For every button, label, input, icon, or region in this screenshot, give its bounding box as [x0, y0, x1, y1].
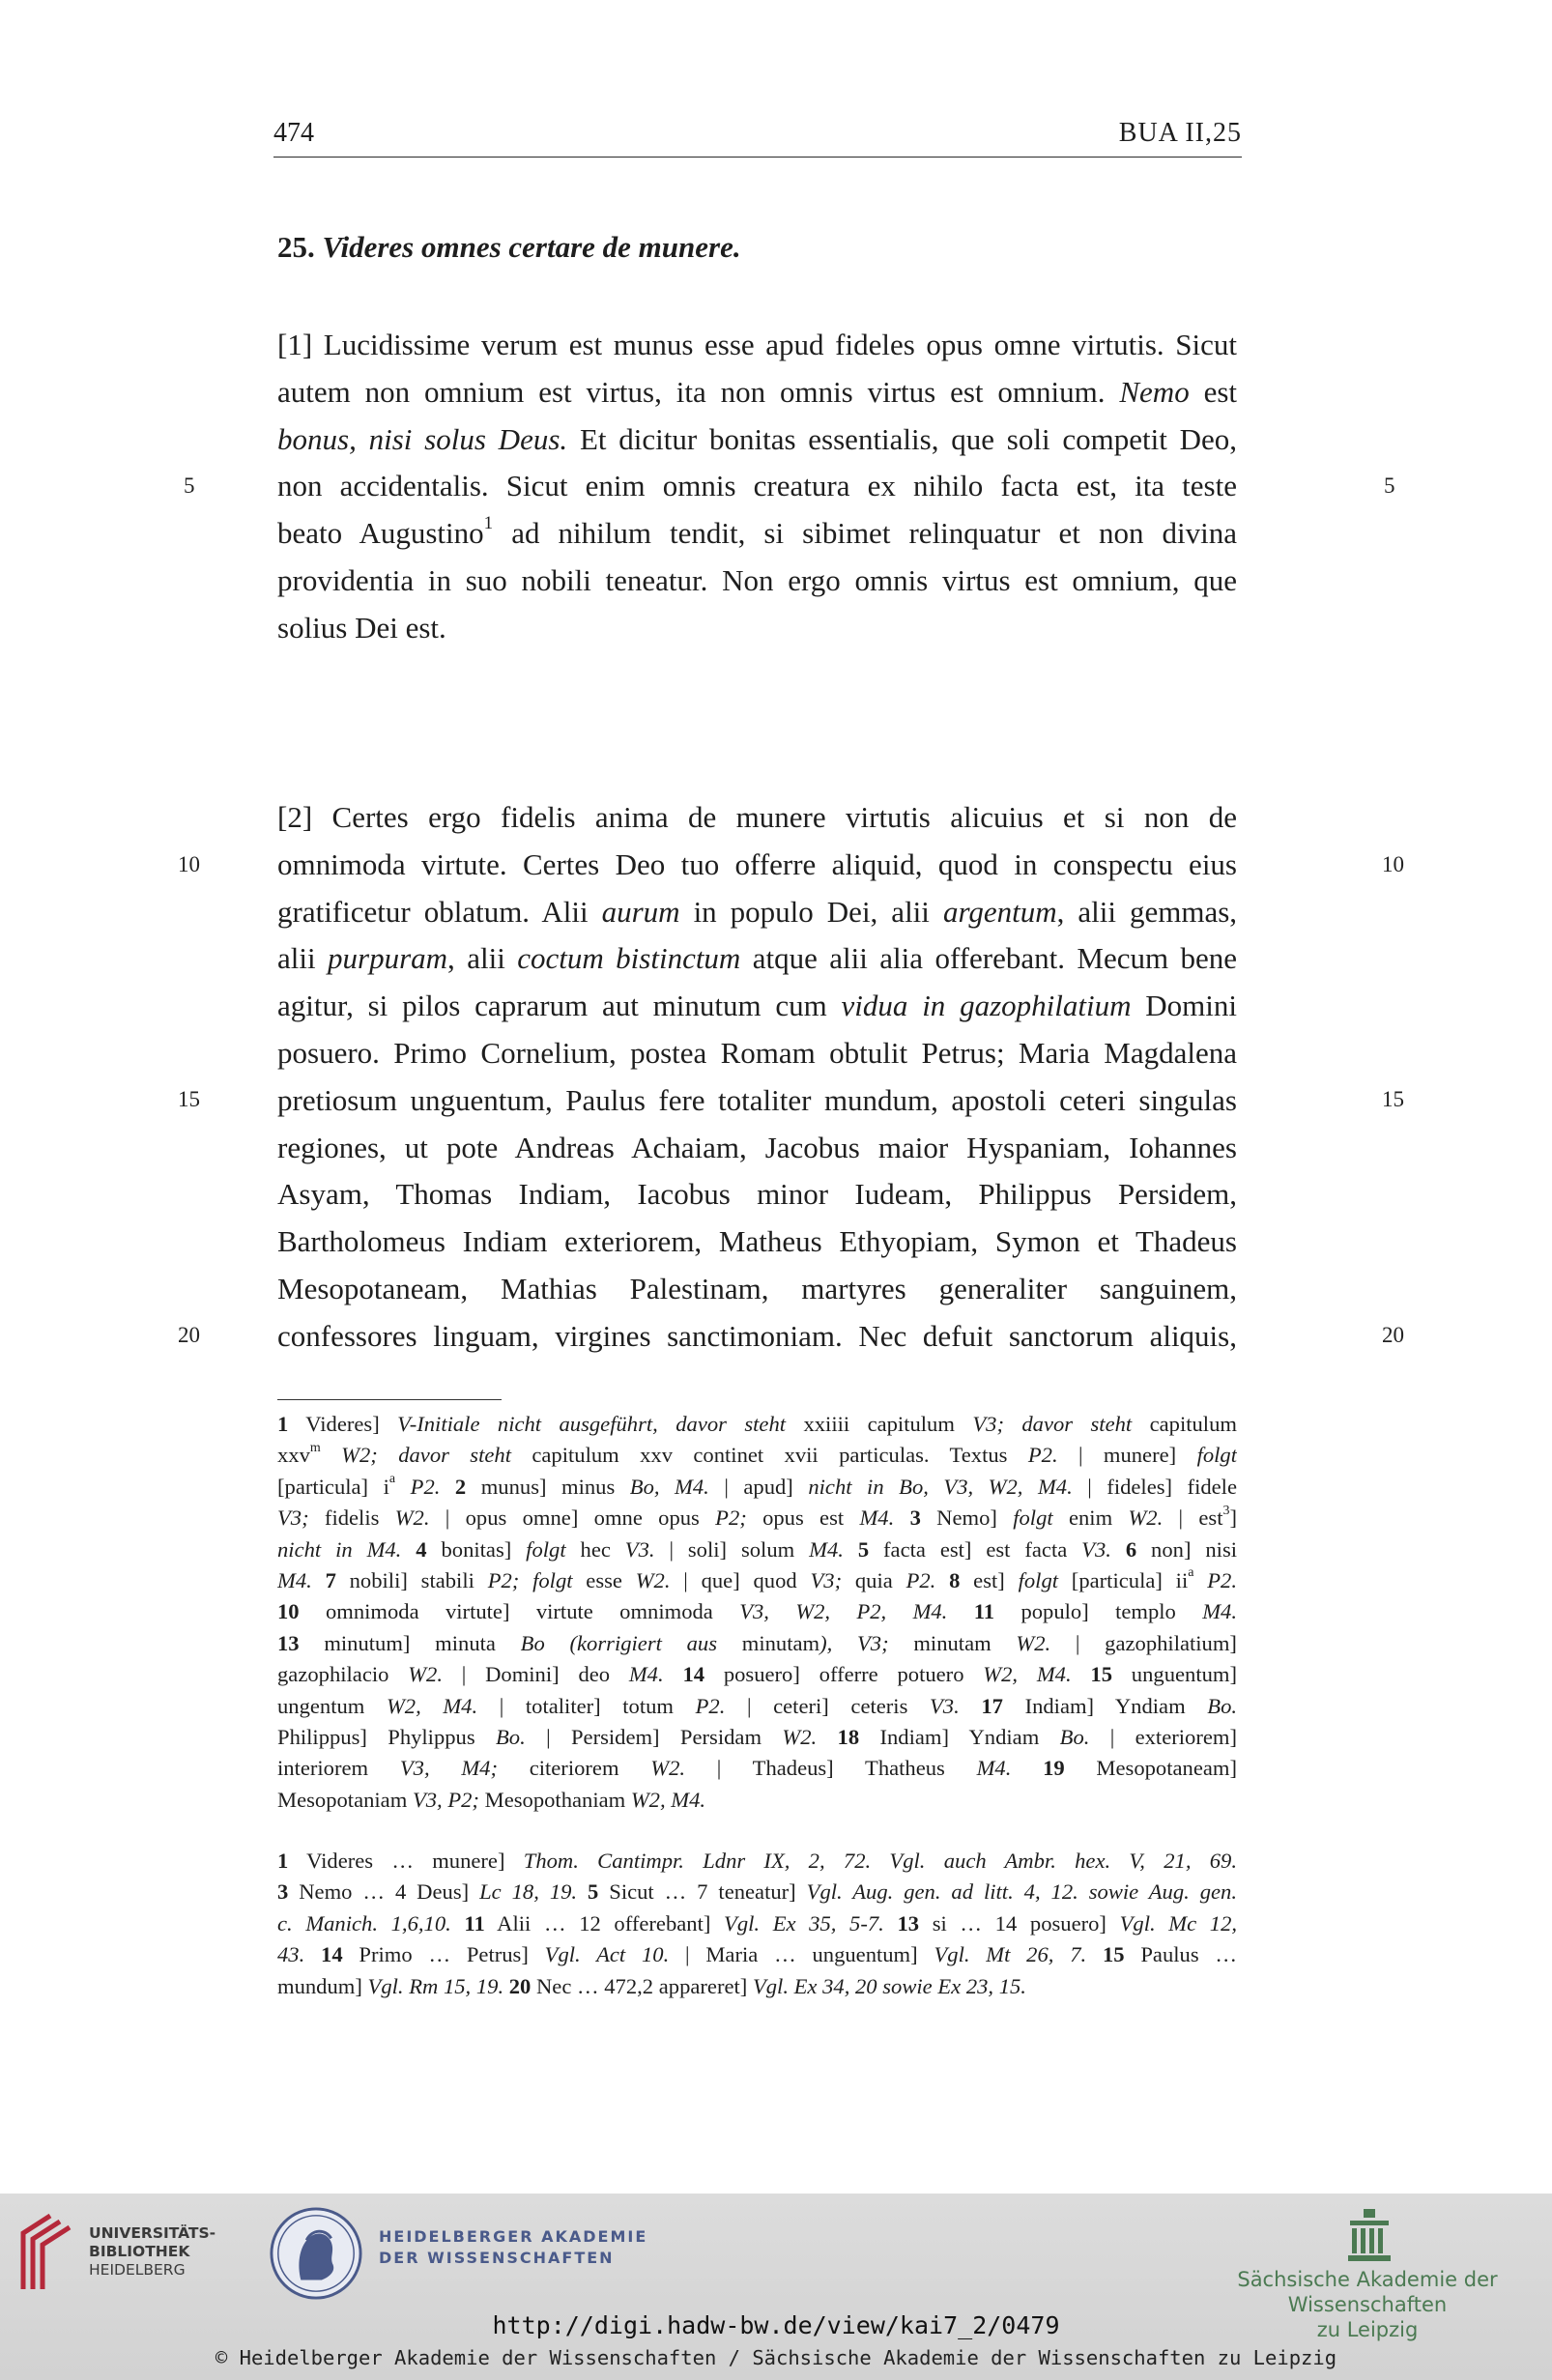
page-number: 474: [273, 118, 314, 148]
text-line: posuero. Primo Cornelium, postea Romam obtulit Petrus; Maria Magdalena: [277, 1035, 1237, 1070]
apparatus-line: 13 minutum] minuta Bo (korrigiert aus minutam), V3; minutam W2. | gazophilatium]: [277, 1630, 1237, 1655]
line-number-left: 5: [184, 473, 195, 498]
apparatus-line: Philippus] Phylippus Bo. | Persidem] Persidam W2. 18 Indiam] Yndiam Bo. | exteriorem]: [277, 1724, 1237, 1749]
text-line: alii purpuram, alii coctum bistinctum atque alii alia offerebant. Mecum bene: [277, 941, 1237, 976]
running-title: BUA II,25: [1118, 118, 1242, 148]
section-title: Videres omnes certare de munere.: [322, 230, 741, 264]
apparatus-line: Mesopotaniam V3, P2; Mesopothaniam W2, M4.: [277, 1787, 706, 1812]
text-line: omnimoda virtute. Certes Deo tuo offerre aliquid, quod in conspectu eius: [277, 846, 1237, 881]
saxon-academy-name: Sächsische Akademie der Wissenschaften zu Leipzig: [1237, 2268, 1498, 2341]
footnote-ref: 1: [483, 512, 494, 533]
text-line: agitur, si pilos caprarum aut minutum cum vidua in gazophilatium Domini: [277, 989, 1237, 1023]
paragraph-2: [277, 794, 1237, 1361]
line-number-right: 20: [1382, 1323, 1404, 1347]
text-line: [2] Certes ergo fidelis anima de munere virtutis alicuius et si non de: [277, 800, 1237, 834]
saxon-academy-logo: [1346, 2209, 1393, 2263]
apparatus-line: gazophilacio W2. | Domini] deo M4. 14 posuero] offerre potuero W2, M4. 15 unguentum]: [277, 1662, 1237, 1687]
text-line: beato Augustino$^1$ ad nihilum tendit, si sibimet relinquatur et non divina: [277, 512, 1237, 551]
academy-seal-logo: [269, 2206, 363, 2301]
apparatus-line: M4. 7 nobili] stabili P2; folgt esse W2. | que] quod V3; quia P2. 8 est] folgt [particula] $ii^a$ P2.: [277, 1565, 1237, 1592]
source-line: 43. 14 Primo … Petrus] Vgl. Act 10. | Maria … unguentum] Vgl. Mt 26, 7. 15 Paulus …: [277, 1942, 1237, 1967]
text-line: solius Dei est.: [277, 610, 446, 645]
source-line: mundum] Vgl. Rm 15, 19. 20 Nec … 472,2 appareret] Vgl. Ex 34, 20 sowie Ex 23, 15.: [277, 1973, 1026, 1998]
apparatus-line: nicht in M4. 4 bonitas] folgt hec V3. | soli] solum M4. 5 facta est] est facta V3. 6 non] nisi: [277, 1536, 1237, 1562]
text-line: confessores linguam, virgines sanctimoniam. Nec defuit sanctorum aliquis,: [277, 1318, 1237, 1353]
apparatus-line: ungentum W2, M4. | totaliter] totum P2. | ceteri] ceteris V3. 17 Indiam] Yndiam Bo.: [277, 1693, 1237, 1718]
line-number-right: 15: [1382, 1087, 1404, 1111]
source-line: 3 Nemo … 4 Deus] Lc 18, 19. 5 Sicut … 7 teneatur] Vgl. Aug. gen. ad litt. 4, 12. sowie Aug. gen.: [277, 1879, 1237, 1905]
permalink-url[interactable]: http://digi.hadw-bw.de/view/kai7_2/0479: [492, 2311, 1060, 2339]
text-line: bonus, nisi solus Deus. Et dicitur bonitas essentialis, que soli competit Deo,: [277, 421, 1237, 456]
copyright-notice: © Heidelberger Akademie der Wissenschaften / Sächsische Akademie der Wissenschaften zu Leipzig: [215, 2346, 1337, 2369]
apparatus-line: interiorem V3, M4; citeriorem W2. | Thadeus] Thatheus M4. 19 Mesopotaneam]: [277, 1756, 1237, 1781]
text-line: gratificetur oblatum. Alii aurum in populo Dei, alii argentum, alii gemmas,: [277, 894, 1237, 929]
apparatus-line: [particula] $i^a$ P2. 2 munus] minus Bo, M4. | apud] nicht in Bo, V3, W2, M4. | fideles] fidele: [277, 1472, 1237, 1499]
line-number-right: 10: [1382, 852, 1404, 876]
apparatus-line: 1 Videres] V-Initiale nicht ausgeführt, davor steht xxiiii capitulum V3; davor steht capitulum: [277, 1412, 1237, 1436]
section-number: 25.: [277, 230, 315, 264]
apparatus-line: 10 omnimoda virtute] virtute omnimoda V3, W2, P2, M4. 11 populo] templo M4.: [277, 1599, 1237, 1624]
text-line: providentia in suo nobili teneatur. Non ergo omnis virtus est omnium, que: [277, 562, 1237, 597]
text-line: pretiosum unguentum, Paulus fere totaliter mundum, apostoli ceteri singulas: [277, 1082, 1237, 1117]
source-apparatus: [277, 1846, 1237, 2002]
line-number-left: 20: [178, 1323, 200, 1347]
text-line: autem non omnium est virtus, ita non omnis virtus est omnium. Nemo est: [277, 374, 1237, 409]
university-library-name: UNIVERSITÄTS- BIBLIOTHEK HEIDELBERG: [89, 2224, 216, 2279]
source-line: c. Manich. 1,6,10. 11 Alii … 12 offerebant] Vgl. Ex 35, 5-7. 13 si … 14 posuero] Vgl. Mc 12,: [277, 1910, 1237, 1936]
academy-name: HEIDELBERGER AKADEMIE DER WISSENSCHAFTEN: [379, 2227, 648, 2267]
section-heading: [277, 230, 741, 265]
critical-apparatus: [277, 1409, 1237, 1816]
line-number-left: 15: [178, 1087, 200, 1111]
line-number-left: 10: [178, 852, 200, 876]
text-line: regiones, ut pote Andreas Achaiam, Jacobus maior Hyspaniam, Iohannes: [277, 1130, 1237, 1164]
text-line: [1] Lucidissime verum est munus esse apud fideles opus omne virtutis. Sicut: [277, 328, 1237, 361]
text-line: Asyam, Thomas Indiam, Iacobus minor Iudeam, Philippus Persidem,: [277, 1177, 1237, 1212]
text-line: non accidentalis. Sicut enim omnis creatura ex nihilo facta est, ita teste: [277, 469, 1237, 503]
text-line: Mesopotaneam, Mathias Palestinam, martyres generaliter sanguinem,: [277, 1271, 1237, 1305]
text-line: Bartholomeus Indiam exteriorem, Matheus Ethyopiam, Symon et Thadeus: [277, 1224, 1237, 1259]
apparatus-line: xxv$^m$ W2; davor steht capitulum xxv continet xvii particulas. Textus P2. | munere] folgt: [277, 1440, 1237, 1468]
running-header: [273, 114, 1242, 158]
line-number-right: 5: [1384, 473, 1395, 498]
university-library-logo: [17, 2208, 77, 2295]
apparatus-line: V3; fidelis W2. | opus omne] omne opus P2; opus est M4. 3 Nemo] folgt enim W2. | est$^3$]: [277, 1503, 1237, 1531]
source-line: 1 Videres … munere] Thom. Cantimpr. Ldnr IX, 2, 72. Vgl. auch Ambr. hex. V, 21, 69.: [277, 1849, 1237, 1873]
paragraph-1: [277, 322, 1237, 652]
footnote-rule: [277, 1399, 502, 1400]
